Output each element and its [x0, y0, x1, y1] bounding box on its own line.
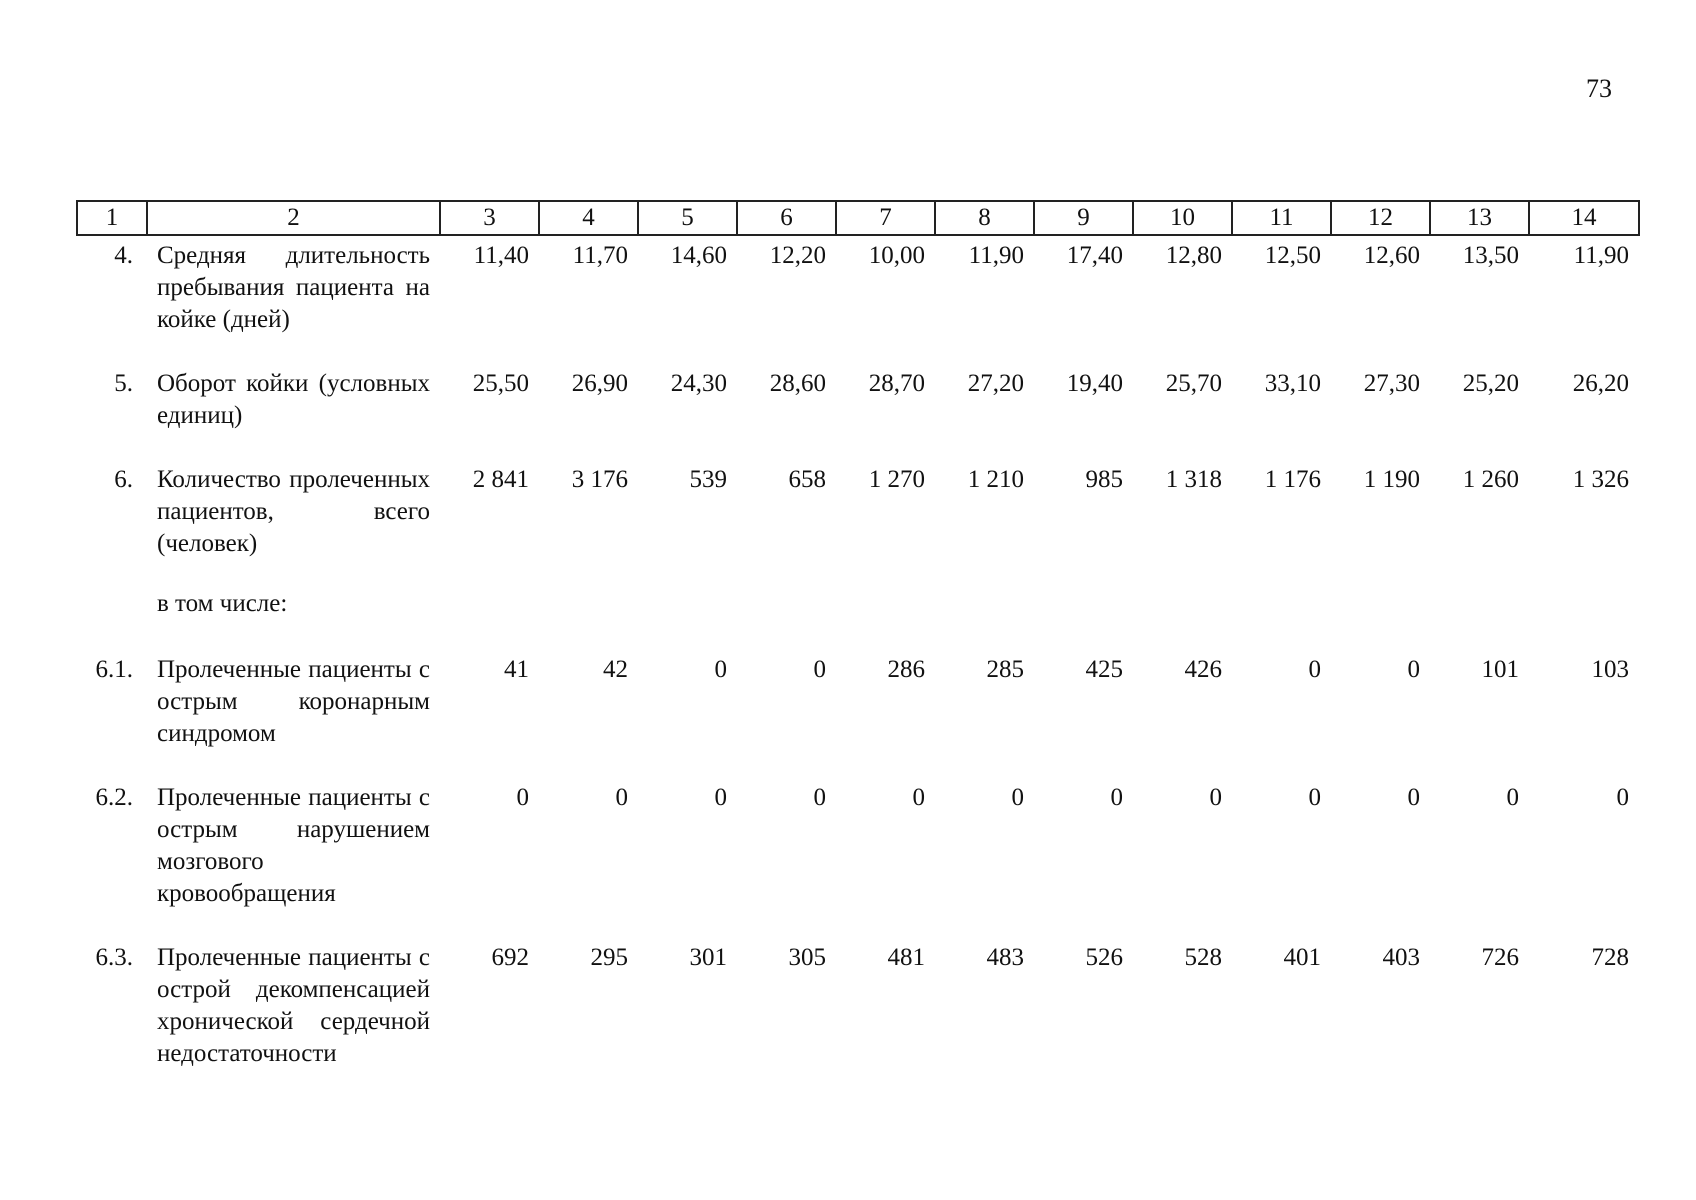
- cell-value: 0: [1011, 784, 1024, 811]
- row-index: 6.: [114, 466, 133, 493]
- cell-value: 526: [1085, 944, 1123, 971]
- column-number: 14: [1529, 201, 1639, 235]
- table-row: [77, 588, 1639, 650]
- column-number: 11: [1232, 201, 1331, 235]
- row-index: 5.: [114, 370, 133, 397]
- column-number: 2: [147, 201, 440, 235]
- column-number: 6: [737, 201, 836, 235]
- cell-value: 481: [887, 944, 925, 971]
- row-label: Средняя длительность пребывания пациента на койке (дней): [157, 242, 430, 333]
- table-row: [77, 778, 1639, 938]
- row-index: 4.: [114, 242, 133, 269]
- cell-value: 103: [1591, 656, 1629, 683]
- table-row: [77, 938, 1639, 1098]
- cell-value: 26,20: [1572, 370, 1629, 397]
- cell-value: 426: [1184, 656, 1222, 683]
- cell-value: 12,60: [1363, 242, 1420, 269]
- cell-value: 692: [491, 944, 529, 971]
- cell-value: 305: [788, 944, 826, 971]
- column-number: 4: [539, 201, 638, 235]
- cell-value: 726: [1481, 944, 1519, 971]
- row-label: Пролеченные пациенты с острым нарушением мозгового кровообращения: [157, 784, 430, 907]
- cell-value: 41: [504, 656, 529, 683]
- column-number: 1: [77, 201, 147, 235]
- cell-value: 42: [603, 656, 628, 683]
- cell-value: 1 176: [1264, 466, 1321, 493]
- cell-value: 0: [813, 656, 826, 683]
- row-label: Оборот койки (условных единиц): [157, 370, 430, 429]
- row-label: в том числе:: [157, 590, 288, 617]
- cell-value: 10,00: [868, 242, 925, 269]
- row-index: [77, 588, 147, 650]
- cell-value: 0: [1616, 784, 1629, 811]
- cell-value: 25,50: [472, 370, 529, 397]
- cell-value: 425: [1085, 656, 1123, 683]
- statistics-table: [76, 200, 1640, 1098]
- cell-value: 0: [813, 784, 826, 811]
- column-number: 3: [440, 201, 539, 235]
- cell-value: 0: [1308, 784, 1321, 811]
- cell-value: 0: [516, 784, 529, 811]
- table-row: [77, 364, 1639, 460]
- cell-value: 1 210: [967, 466, 1024, 493]
- cell-value: 27,30: [1363, 370, 1420, 397]
- cell-value: 11,40: [473, 242, 529, 269]
- cell-value: 985: [1085, 466, 1123, 493]
- row-label: Количество пролеченных пациентов, всего (человек): [157, 466, 430, 557]
- cell-value: 14,60: [670, 242, 727, 269]
- cell-value: 2 841: [472, 466, 529, 493]
- cell-value: 285: [986, 656, 1024, 683]
- cell-value: 301: [689, 944, 727, 971]
- column-numbers-row: [77, 201, 1639, 235]
- cell-value: 24,30: [670, 370, 727, 397]
- cell-value: 1 326: [1572, 466, 1629, 493]
- row-index: 6.3.: [95, 944, 133, 971]
- cell-value: 19,40: [1066, 370, 1123, 397]
- cell-value: 295: [590, 944, 628, 971]
- cell-value: 0: [714, 784, 727, 811]
- cell-value: 0: [1407, 784, 1420, 811]
- row-label: Пролеченные пациенты с острым коронарным синдромом: [157, 656, 430, 747]
- cell-value: 11,70: [572, 242, 628, 269]
- cell-value: 0: [912, 784, 925, 811]
- cell-value: 33,10: [1264, 370, 1321, 397]
- table-row: [77, 650, 1639, 778]
- cell-value: 658: [788, 466, 826, 493]
- cell-value: 286: [887, 656, 925, 683]
- cell-value: 0: [1407, 656, 1420, 683]
- cell-value: 26,90: [571, 370, 628, 397]
- table-row: [77, 235, 1639, 364]
- cell-value: 25,70: [1165, 370, 1222, 397]
- row-index: 6.2.: [95, 784, 133, 811]
- row-index: 6.1.: [95, 656, 133, 683]
- cell-value: 401: [1283, 944, 1321, 971]
- cell-value: 0: [1308, 656, 1321, 683]
- cell-value: 1 318: [1165, 466, 1222, 493]
- cell-value: 12,50: [1264, 242, 1321, 269]
- column-number: 10: [1133, 201, 1232, 235]
- page-number: 73: [1586, 74, 1612, 103]
- cell-value: 12,20: [769, 242, 826, 269]
- column-number: 9: [1034, 201, 1133, 235]
- cell-value: 0: [615, 784, 628, 811]
- cell-value: 28,60: [769, 370, 826, 397]
- cell-value: 11,90: [968, 242, 1024, 269]
- column-number: 12: [1331, 201, 1430, 235]
- column-number: 8: [935, 201, 1034, 235]
- column-number: 5: [638, 201, 737, 235]
- cell-value: 101: [1481, 656, 1519, 683]
- cell-value: 403: [1382, 944, 1420, 971]
- cell-value: 1 190: [1363, 466, 1420, 493]
- column-number: 7: [836, 201, 935, 235]
- cell-value: 1 270: [868, 466, 925, 493]
- cell-value: 0: [1110, 784, 1123, 811]
- table-row: [77, 460, 1639, 588]
- cell-value: 27,20: [967, 370, 1024, 397]
- cell-value: 1 260: [1462, 466, 1519, 493]
- cell-value: 0: [1506, 784, 1519, 811]
- cell-value: 25,20: [1462, 370, 1519, 397]
- cell-value: 28,70: [868, 370, 925, 397]
- cell-value: 483: [986, 944, 1024, 971]
- cell-value: 0: [714, 656, 727, 683]
- cell-value: 528: [1184, 944, 1222, 971]
- cell-value: 17,40: [1066, 242, 1123, 269]
- cell-value: 728: [1591, 944, 1629, 971]
- cell-value: 11,90: [1573, 242, 1629, 269]
- cell-value: 12,80: [1165, 242, 1222, 269]
- column-number: 13: [1430, 201, 1529, 235]
- cell-value: 13,50: [1462, 242, 1519, 269]
- row-label: Пролеченные пациенты с острой декомпенсацией хронической сердечной недостаточности: [157, 944, 430, 1067]
- cell-value: 539: [689, 466, 727, 493]
- cell-value: 3 176: [571, 466, 628, 493]
- cell-value: 0: [1209, 784, 1222, 811]
